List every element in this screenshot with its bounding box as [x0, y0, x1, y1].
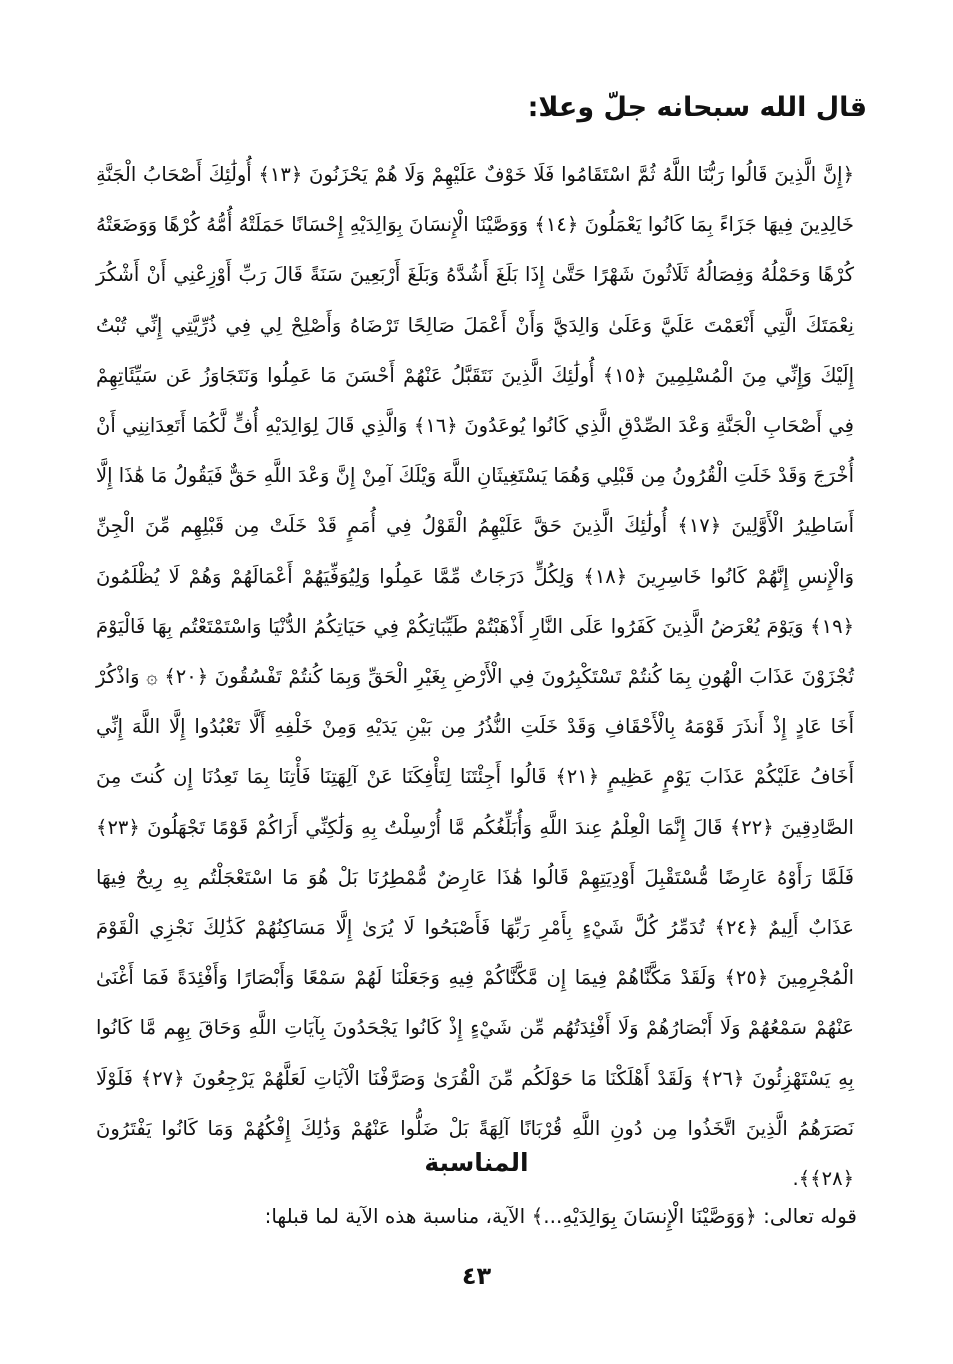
section-heading: المناسبة [424, 1148, 529, 1177]
quran-verses-passage: ﴿إِنَّ الَّذِينَ قَالُوا رَبُّنَا اللَّهُ ثُمَّ اسْتَقَامُوا فَلَا خَوْفٌ عَلَيْهِمْ وَلَا هُمْ يَحْزَنُونَ ﴿١٣﴾ أُولَٰئِكَ أَصْحَابُ الْجَنَّةِ خَالِدِينَ فِيهَا جَزَاءً بِمَا كَانُوا يَعْمَلُونَ ﴿١٤﴾ وَوَصَّيْنَا الْإِنسَانَ بِوَالِدَيْهِ إِحْسَانًا حَمَلَتْهُ أُمُّهُ كُرْهًا وَوَضَعَتْهُ كُرْهًا وَحَمْلُهُ وَفِصَالُهُ ثَلَاثُونَ شَهْرًا حَتَّىٰ إِذَا بَلَغَ أَشُدَّهُ وَبَلَغَ أَرْبَعِينَ سَنَةً قَالَ رَبِّ أَوْزِعْنِي أَنْ أَشْكُرَ نِعْمَتَكَ الَّتِي أَنْعَمْتَ عَلَيَّ وَعَلَىٰ وَالِدَيَّ وَأَنْ أَعْمَلَ صَالِحًا تَرْضَاهُ وَأَصْلِحْ لِي فِي ذُرِّيَّتِي إِنِّي تُبْتُ إِلَيْكَ وَإِنِّي مِنَ الْمُسْلِمِينَ ﴿١٥﴾ أُولَٰئِكَ الَّذِينَ نَتَقَبَّلُ عَنْهُمْ أَحْسَنَ مَا عَمِلُوا وَنَتَجَاوَزُ عَن سَيِّئَاتِهِمْ فِي أَصْحَابِ الْجَنَّةِ وَعْدَ الصِّدْقِ الَّذِي كَانُوا يُوعَدُونَ ﴿١٦﴾ وَالَّذِي قَالَ لِوَالِدَيْهِ أُفٍّ لَّكُمَا أَتَعِدَانِنِي أَنْ أُخْرَجَ وَقَدْ خَلَتِ الْقُرُونُ مِن قَبْلِي وَهُمَا يَسْتَغِيثَانِ اللَّهَ وَيْلَكَ آمِنْ إِنَّ وَعْدَ اللَّهِ حَقٌّ فَيَقُولُ مَا هَٰذَا إِلَّا أَسَاطِيرُ الْأَوَّلِينَ ﴿١٧﴾ أُولَٰئِكَ الَّذِينَ حَقَّ عَلَيْهِمُ الْقَوْلُ فِي أُمَمٍ قَدْ خَلَتْ مِن قَبْلِهِم مِّنَ الْجِنِّ وَالْإِنسِ إِنَّهُمْ كَانُوا خَاسِرِينَ ﴿١٨﴾ وَلِكُلٍّ دَرَجَاتٌ مِّمَّا عَمِلُوا وَلِيُوَفِّيَهُمْ أَعْمَالَهُمْ وَهُمْ لَا يُظْلَمُونَ ﴿١٩﴾ وَيَوْمَ يُعْرَضُ الَّذِينَ كَفَرُوا عَلَى النَّارِ أَذْهَبْتُمْ طَيِّبَاتِكُمْ فِي حَيَاتِكُمُ الدُّنْيَا وَاسْتَمْتَعْتُم بِهَا فَالْيَوْمَ تُجْزَوْنَ عَذَابَ الْهُونِ بِمَا كُنتُمْ تَسْتَكْبِرُونَ فِي الْأَرْضِ بِغَيْرِ الْحَقِّ وَبِمَا كُنتُمْ تَفْسُقُونَ ﴿٢٠﴾ ۞ وَاذْكُرْ أَخَا عَادٍ إِذْ أَنذَرَ قَوْمَهُ بِالْأَحْقَافِ وَقَدْ خَلَتِ النُّذُرُ مِن بَيْنِ يَدَيْهِ وَمِنْ خَلْفِهِ أَلَّا تَعْبُدُوا إِلَّا اللَّهَ إِنِّي أَخَافُ عَلَيْكُمْ عَذَابَ يَوْمٍ عَظِيمٍ ﴿٢١﴾ قَالُوا أَجِئْتَنَا لِتَأْفِكَنَا عَنْ آلِهَتِنَا فَأْتِنَا بِمَا تَعِدُنَا إِن كُنتَ مِنَ الصَّادِقِينَ ﴿٢٢﴾ قَالَ إِنَّمَا الْعِلْمُ عِندَ اللَّهِ وَأُبَلِّغُكُم مَّا أُرْسِلْتُ بِهِ وَلَٰكِنِّي أَرَاكُمْ قَوْمًا تَجْهَلُونَ ﴿٢٣﴾ فَلَمَّا رَأَوْهُ عَارِضًا مُّسْتَقْبِلَ أَوْدِيَتِهِمْ قَالُوا هَٰذَا عَارِضٌ مُّمْطِرُنَا بَلْ هُوَ مَا اسْتَعْجَلْتُم بِهِ رِيحٌ فِيهَا عَذَابٌ أَلِيمٌ ﴿٢٤﴾ تُدَمِّرُ كُلَّ شَيْءٍ بِأَمْرِ رَبِّهَا فَأَصْبَحُوا لَا يُرَىٰ إِلَّا مَسَاكِنُهُمْ كَذَٰلِكَ نَجْزِي الْقَوْمَ الْمُجْرِمِينَ ﴿٢٥﴾ وَلَقَدْ مَكَّنَّاهُمْ فِيمَا إِن مَّكَّنَّاكُمْ فِيهِ وَجَعَلْنَا لَهُمْ سَمْعًا وَأَبْصَارًا وَأَفْئِدَةً فَمَا أَغْنَىٰ عَنْهُمْ سَمْعُهُمْ وَلَا أَبْصَارُهُمْ وَلَا أَفْئِدَتُهُم مِّن شَيْءٍ إِذْ كَانُوا يَجْحَدُونَ بِآيَاتِ اللَّهِ وَحَاقَ بِهِم مَّا كَانُوا بِهِ يَسْتَهْزِئُونَ ﴿٢٦﴾ وَلَقَدْ أَهْلَكْنَا مَا حَوْلَكُم مِّنَ الْقُرَىٰ وَصَرَّفْنَا الْآيَاتِ لَعَلَّهُمْ يَرْجِعُونَ ﴿٢٧﴾ فَلَوْلَا نَصَرَهُمُ الَّذِينَ اتَّخَذُوا مِن دُونِ اللَّهِ قُرْبَانًا آلِهَةً بَلْ ضَلُّوا عَنْهُمْ وَذَٰلِكَ إِفْكُهُمْ وَمَا كَانُوا يَفْتَرُونَ ﴿٢٨﴾﴾. [96, 163, 855, 1191]
commentary-line: قوله تعالى: ﴿وَوَصَّيْنَا الْإِنسَانَ بِوَالِدَيْهِ...﴾ الآية، مناسبة هذه الآية لما قبلها: [264, 1204, 857, 1228]
intro-line: قال الله سبحانه جلّ وعلا: [527, 92, 867, 123]
page-number: ٤٣ [461, 1262, 492, 1290]
